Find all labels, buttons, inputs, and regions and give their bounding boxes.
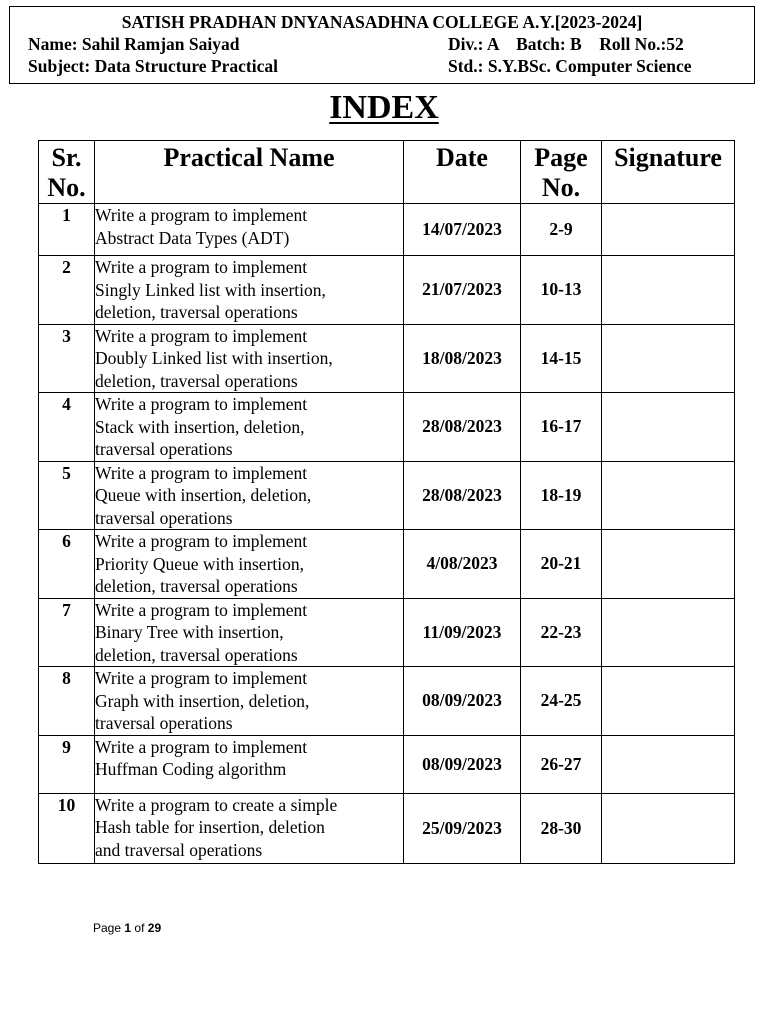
practical-name-line: Abstract Data Types (ADT) xyxy=(95,227,290,248)
practical-name-line: traversal operations xyxy=(95,507,233,528)
practical-name-line: Write a program to implement xyxy=(95,205,308,225)
cell-practical-name xyxy=(95,793,404,863)
student-name: Name: Sahil Ramjan Saiyad xyxy=(28,34,240,54)
footer-of-word: of xyxy=(134,921,145,935)
cell-signature xyxy=(602,530,735,599)
practical-name-line: Doubly Linked list with insertion, xyxy=(95,348,333,368)
cell-date: 4/08/2023 xyxy=(404,530,521,599)
cell-signature xyxy=(602,598,735,667)
document-header xyxy=(9,6,755,84)
cell-signature xyxy=(602,461,735,530)
table-row xyxy=(39,204,735,256)
cell-practical-name xyxy=(95,393,404,462)
cell-practical-name xyxy=(95,598,404,667)
college-title: SATISH PRADHAN DNYANASADHNA COLLEGE A.Y.[2023-2024] xyxy=(121,12,643,32)
cell-sr-no: 2 xyxy=(39,256,95,325)
footer-page-word: Page xyxy=(93,921,122,935)
practical-name-line: Hash table for insertion, deletion xyxy=(95,817,325,837)
table-row xyxy=(39,324,735,393)
table-row xyxy=(39,461,735,530)
column-header-page-no: Page No. xyxy=(521,141,602,204)
cell-page-no: 26-27 xyxy=(521,735,602,793)
cell-date: 21/07/2023 xyxy=(404,256,521,325)
practical-name-line: Write a program to implement xyxy=(95,599,308,620)
practical-name-line: Write a program to implement xyxy=(95,394,308,414)
practical-name-line: Queue with insertion, deletion, xyxy=(95,485,312,505)
cell-page-no: 20-21 xyxy=(521,530,602,599)
practical-name-line: deletion, traversal operations xyxy=(95,302,298,322)
cell-date: 14/07/2023 xyxy=(404,204,521,256)
index-heading-text: INDEX xyxy=(329,89,439,126)
practical-name-line: Write a program to implement xyxy=(95,325,308,346)
cell-practical-name xyxy=(95,530,404,599)
cell-date: 08/09/2023 xyxy=(404,735,521,793)
cell-date: 11/09/2023 xyxy=(404,598,521,667)
cell-date: 08/09/2023 xyxy=(404,667,521,736)
cell-sr-no: 5 xyxy=(39,461,95,530)
practical-name-line: Singly Linked list with insertion, xyxy=(95,279,326,300)
practical-name-line: Stack with insertion, deletion, xyxy=(95,416,305,437)
practical-name-line: Write a program to implement xyxy=(95,531,308,551)
header-row-name xyxy=(20,33,744,55)
table-row xyxy=(39,393,735,462)
practical-name-line: Write a program to implement xyxy=(95,736,308,757)
cell-signature xyxy=(602,324,735,393)
cell-practical-name xyxy=(95,667,404,736)
cell-page-no: 28-30 xyxy=(521,793,602,863)
column-header-sr-no: Sr. No. xyxy=(39,141,95,204)
cell-practical-name xyxy=(95,735,404,793)
index-table xyxy=(38,140,735,864)
practical-name-line: Write a program to implement xyxy=(95,668,308,688)
cell-signature xyxy=(602,667,735,736)
practical-name-line: Write a program to implement xyxy=(95,462,308,483)
column-header-signature: Signature xyxy=(602,141,735,204)
practical-name-line: Graph with insertion, deletion, xyxy=(95,690,310,711)
practical-name-line: traversal operations xyxy=(95,439,233,459)
cell-practical-name xyxy=(95,204,404,256)
cell-page-no: 16-17 xyxy=(521,393,602,462)
cell-sr-no: 3 xyxy=(39,324,95,393)
cell-date: 28/08/2023 xyxy=(404,461,521,530)
cell-date: 18/08/2023 xyxy=(404,324,521,393)
table-row xyxy=(39,667,735,736)
table-header-row xyxy=(39,141,735,204)
practical-name-line: deletion, traversal operations xyxy=(95,370,298,391)
cell-signature xyxy=(602,793,735,863)
cell-signature xyxy=(602,393,735,462)
practical-name-line: and traversal operations xyxy=(95,839,263,860)
cell-sr-no: 6 xyxy=(39,530,95,599)
table-row xyxy=(39,256,735,325)
cell-date: 25/09/2023 xyxy=(404,793,521,863)
footer-current-page: 1 xyxy=(124,921,132,935)
column-header-date: Date xyxy=(404,141,521,204)
page-footer xyxy=(93,920,161,936)
cell-sr-no: 8 xyxy=(39,667,95,736)
table-body xyxy=(39,204,735,864)
cell-page-no: 24-25 xyxy=(521,667,602,736)
cell-sr-no: 9 xyxy=(39,735,95,793)
cell-date: 28/08/2023 xyxy=(404,393,521,462)
table-row xyxy=(39,598,735,667)
cell-page-no: 14-15 xyxy=(521,324,602,393)
subject: Subject: Data Structure Practical xyxy=(28,56,278,76)
cell-signature xyxy=(602,204,735,256)
cell-page-no: 10-13 xyxy=(521,256,602,325)
cell-page-no: 18-19 xyxy=(521,461,602,530)
practical-name-line: deletion, traversal operations xyxy=(95,576,298,596)
index-heading xyxy=(0,88,768,128)
table-row xyxy=(39,735,735,793)
practical-name-line: Binary Tree with insertion, xyxy=(95,622,284,642)
division-batch-roll: Div.: A Batch: B Roll No.:52 xyxy=(448,34,684,54)
footer-total-pages: 29 xyxy=(147,921,162,935)
cell-practical-name xyxy=(95,461,404,530)
cell-sr-no: 1 xyxy=(39,204,95,256)
cell-sr-no: 10 xyxy=(39,793,95,863)
practical-name-line: traversal operations xyxy=(95,713,233,733)
standard: Std.: S.Y.BSc. Computer Science xyxy=(448,56,692,76)
header-row-subject xyxy=(20,55,744,77)
practical-name-line: Write a program to create a simple xyxy=(95,794,338,815)
cell-page-no: 22-23 xyxy=(521,598,602,667)
cell-signature xyxy=(602,735,735,793)
table-row xyxy=(39,793,735,863)
practical-name-line: deletion, traversal operations xyxy=(95,644,298,665)
practical-name-line: Huffman Coding algorithm xyxy=(95,759,287,779)
practical-name-line: Write a program to implement xyxy=(95,257,308,277)
cell-sr-no: 4 xyxy=(39,393,95,462)
cell-practical-name xyxy=(95,324,404,393)
cell-signature xyxy=(602,256,735,325)
table-row xyxy=(39,530,735,599)
practical-name-line: Priority Queue with insertion, xyxy=(95,553,305,574)
column-header-practical-name: Practical Name xyxy=(95,141,404,204)
cell-page-no: 2-9 xyxy=(521,204,602,256)
cell-sr-no: 7 xyxy=(39,598,95,667)
cell-practical-name xyxy=(95,256,404,325)
